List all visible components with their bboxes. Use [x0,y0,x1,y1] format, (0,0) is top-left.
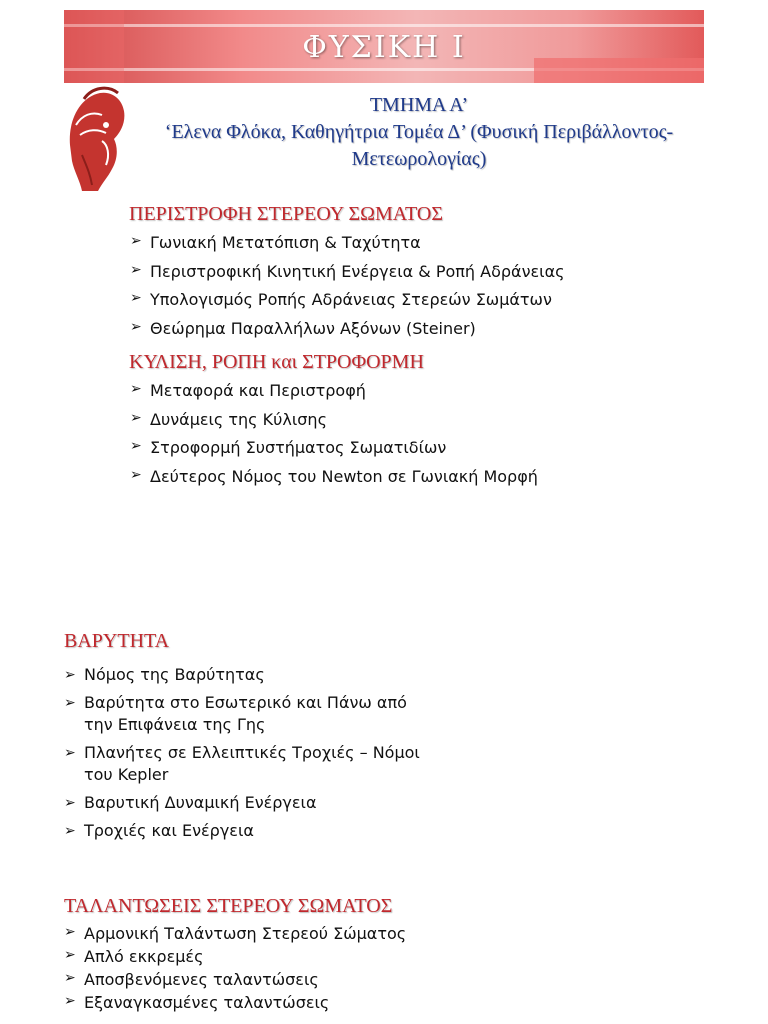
arrow-bullet-icon: ➢ [64,924,76,940]
arrow-bullet-icon: ➢ [64,667,76,683]
list-item: ➢ Περιστροφική Κινητική Ενέργεια & Ροπή Αδράνειας [130,261,565,281]
list-item: ➢ Μεταφορά και Περιστροφή [130,381,366,400]
list-item: ➢ Τροχιές και Ενέργεια [64,821,254,840]
list-item: ➢ Θεώρημα Παραλλήλων Αξόνων (Steiner) [130,318,476,338]
arrow-bullet-icon: ➢ [130,466,142,483]
list-item: ➢ Νόμος της Βαρύτητας [64,665,265,684]
arrow-bullet-icon: ➢ [130,318,142,335]
topic-list [64,664,434,848]
list-item: ➢ Υπολογισμός Ροπής Αδράνειας Στερεών Σωμάτων [130,290,552,309]
arrow-bullet-icon: ➢ [64,695,76,711]
list-item: ➢ Βαρύτητα στο Εσωτερικό και Πάνω από την Επιφάνεια της Γης [64,693,407,734]
section-title: ΒΑΡΥΤΗΤΑ [64,630,170,652]
section-title: ΚΥΛΙΣΗ, ΡΟΠΗ και ΣΤΡΟΦΟΡΜΗ [129,351,424,373]
arrow-bullet-icon: ➢ [130,290,142,306]
list-item: ➢ Στροφορμή Συστήματος Σωματιδίων [130,438,447,457]
list-item: ➢ Δυνάμεις της Κύλισης [130,409,327,429]
arrow-bullet-icon: ➢ [64,970,76,986]
topic-list [130,233,565,347]
section-title: ΤΑΛΑΝΤΩΣΕΙΣ ΣΤΕΡΕΟΥ ΣΩΜΑΤΟΣ [64,895,393,917]
list-item: ➢ Δεύτερος Νόμος του Newton σε Γωνιακή Μορφή [130,466,538,486]
department-label: ΤΜΗΜΑ Α’ [369,94,469,116]
list-item: ➢ Πλανήτες σε Ελλειπτικές Τροχιές – Νόμοι του Kepler [64,743,420,784]
course-header [130,92,708,173]
arrow-bullet-icon: ➢ [130,261,142,278]
title-banner [64,10,704,83]
arrow-bullet-icon: ➢ [130,438,142,454]
arrow-bullet-icon: ➢ [130,409,142,426]
list-item: ➢ Αρμονική Ταλάντωση Στερεού Σώματος [64,924,407,943]
list-item: ➢ Γωνιακή Μετατόπιση & Ταχύτητα [130,233,421,252]
topic-list [130,381,538,495]
athena-logo-icon [62,85,128,195]
list-item: ➢ Αποσβενόμενες ταλαντώσεις [64,970,319,989]
arrow-bullet-icon: ➢ [64,993,76,1009]
list-item: ➢ Βαρυτική Δυναμική Ενέργεια [64,793,317,812]
arrow-bullet-icon: ➢ [64,745,76,761]
instructor-label: ‘Ελενα Φλόκα, Καθηγήτρια Τομέα Δ’ (Φυσική Περιβάλλοντος-Μετεωρολογίας) [164,121,674,170]
list-item: ➢ Εξαναγκασμένες ταλαντώσεις [64,993,330,1012]
arrow-bullet-icon: ➢ [64,823,76,839]
arrow-bullet-icon: ➢ [64,795,76,811]
arrow-bullet-icon: ➢ [64,947,76,963]
list-item: ➢ Απλό εκκρεμές [64,947,204,966]
topic-list [64,924,406,1016]
arrow-bullet-icon: ➢ [130,233,142,249]
page-title: ΦΥΣΙΚΗ Ι [302,30,466,65]
arrow-bullet-icon: ➢ [130,381,142,397]
section-title: ΠΕΡΙΣΤΡΟΦΗ ΣΤΕΡΕΟΥ ΣΩΜΑΤΟΣ [129,203,443,225]
